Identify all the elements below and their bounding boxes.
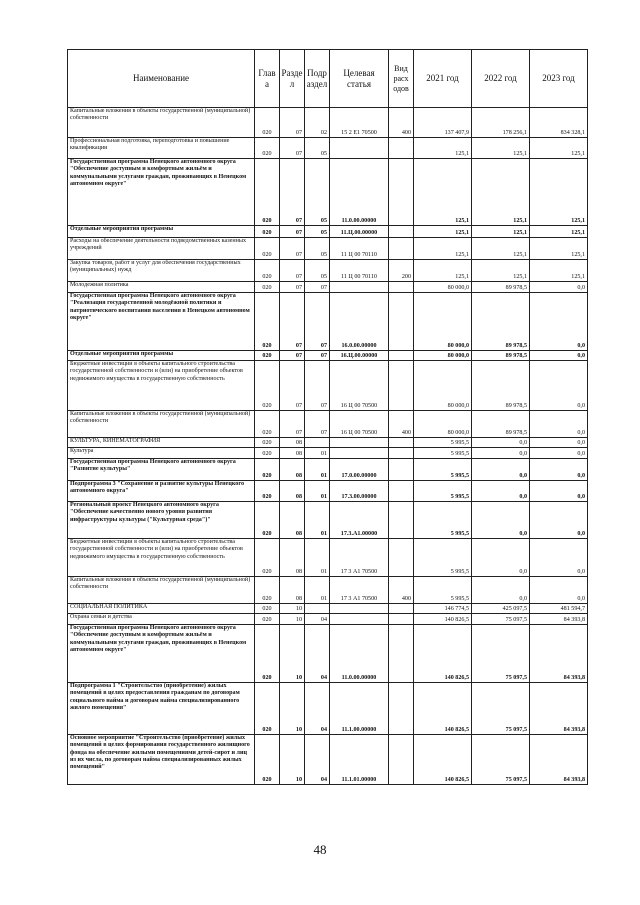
row-glava: 020 [255, 238, 280, 260]
row-value-2023: 0,0 [530, 539, 588, 577]
row-value-2023: 0,0 [530, 282, 588, 293]
row-name: Государственная программа Ненецкого автономного округа "Обеспечение доступным и комфортным жильём и коммунальными услугами граждан, проживающих в Ненецком автономном округе" [68, 159, 255, 226]
row-name: КУЛЬТУРА, КИНЕМАТОГРАФИЯ [68, 438, 255, 448]
table-row [68, 683, 588, 735]
row-podrazdel: 07 [305, 293, 330, 351]
row-value-2022: 0,0 [472, 438, 530, 448]
row-glava: 020 [255, 604, 280, 614]
row-razdel: 10 [280, 604, 305, 614]
row-glava: 020 [255, 138, 280, 159]
row-value-2023: 0,0 [530, 411, 588, 438]
row-name: Отдельные мероприятия программы [68, 226, 255, 238]
row-value-2023: 125,1 [530, 138, 588, 159]
row-name: Культура [68, 448, 255, 459]
row-podrazdel: 07 [305, 411, 330, 438]
row-name: Охрана семьи и детства [68, 614, 255, 625]
row-value-2023: 0,0 [530, 293, 588, 351]
table-row [68, 438, 588, 448]
header-2023: 2023 год [530, 50, 588, 108]
row-value-2021: 5 995,5 [414, 502, 472, 539]
row-value-2021: 5 995,5 [414, 438, 472, 448]
row-value-2022: 89 978,5 [472, 351, 530, 361]
row-razdel: 10 [280, 625, 305, 683]
row-razdel: 07 [280, 108, 305, 138]
row-value-2022: 75 097,5 [472, 735, 530, 785]
row-expense-type [389, 539, 414, 577]
row-target-article: 11.Ц.00.00000 [330, 226, 389, 238]
table-header-row [68, 50, 588, 108]
row-glava: 020 [255, 411, 280, 438]
row-expense-type [389, 438, 414, 448]
row-value-2023: 0,0 [530, 459, 588, 481]
row-value-2023: 125,1 [530, 226, 588, 238]
row-podrazdel: 01 [305, 577, 330, 604]
row-glava: 020 [255, 448, 280, 459]
row-target-article [330, 138, 389, 159]
row-podrazdel: 05 [305, 238, 330, 260]
row-glava: 020 [255, 577, 280, 604]
row-name: Расходы на обеспечение деятельности подведомственных казенных учреждений [68, 238, 255, 260]
row-expense-type [389, 614, 414, 625]
row-value-2023: 125,1 [530, 260, 588, 282]
header-2022: 2022 год [472, 50, 530, 108]
row-name: Отдельные мероприятия программы [68, 351, 255, 361]
row-expense-type [389, 735, 414, 785]
row-value-2021: 80 000,0 [414, 361, 472, 411]
row-value-2022: 125,1 [472, 159, 530, 226]
row-value-2022: 125,1 [472, 260, 530, 282]
row-glava: 020 [255, 625, 280, 683]
row-value-2021: 125,1 [414, 138, 472, 159]
row-value-2022: 0,0 [472, 448, 530, 459]
row-value-2022: 75 097,5 [472, 614, 530, 625]
row-value-2022: 75 097,5 [472, 683, 530, 735]
row-value-2023: 0,0 [530, 448, 588, 459]
header-2021: 2021 год [414, 50, 472, 108]
row-name: Капитальные вложения в объекты государственной (муниципальной) собственности [68, 411, 255, 438]
row-razdel: 08 [280, 577, 305, 604]
row-expense-type [389, 604, 414, 614]
row-glava: 020 [255, 438, 280, 448]
row-name: Бюджетные инвестиции в объекты капитального строительства государственной собственности и (или) на приобретение объектов недвижимого имущества в государственную собственность [68, 539, 255, 577]
row-value-2021: 80 000,0 [414, 411, 472, 438]
row-podrazdel: 01 [305, 481, 330, 502]
row-razdel: 10 [280, 735, 305, 785]
table-row [68, 411, 588, 438]
row-target-article [330, 282, 389, 293]
row-razdel: 07 [280, 411, 305, 438]
row-value-2021: 80 000,0 [414, 282, 472, 293]
row-value-2022: 125,1 [472, 138, 530, 159]
row-value-2023: 0,0 [530, 481, 588, 502]
row-expense-type [389, 351, 414, 361]
row-target-article [330, 448, 389, 459]
row-value-2022: 89 978,5 [472, 411, 530, 438]
row-value-2022: 75 097,5 [472, 625, 530, 683]
page-number: 48 [313, 842, 327, 857]
row-expense-type [389, 625, 414, 683]
row-razdel: 07 [280, 226, 305, 238]
row-razdel: 07 [280, 260, 305, 282]
row-value-2021: 137 407,9 [414, 108, 472, 138]
row-expense-type: 400 [389, 577, 414, 604]
row-target-article: 15 2 Е1 70500 [330, 108, 389, 138]
row-podrazdel: 05 [305, 226, 330, 238]
row-value-2023: 0,0 [530, 361, 588, 411]
row-podrazdel: 01 [305, 448, 330, 459]
table-row [68, 351, 588, 361]
table-row [68, 361, 588, 411]
row-glava: 020 [255, 159, 280, 226]
row-value-2023: 0,0 [530, 577, 588, 604]
table-row [68, 502, 588, 539]
row-glava: 020 [255, 282, 280, 293]
row-target-article: 11 Ц 00 70110 [330, 260, 389, 282]
row-value-2023: 0,0 [530, 502, 588, 539]
row-razdel: 10 [280, 683, 305, 735]
row-target-article: 17 3 А1 70500 [330, 577, 389, 604]
table-row [68, 138, 588, 159]
row-name: Закупка товаров, работ и услуг для обеспечения государственных (муниципальных) нужд [68, 260, 255, 282]
row-value-2022: 0,0 [472, 539, 530, 577]
row-name: Государственная программа Ненецкого автономного округа "Реализация государственной молодёжной политики и патриотического воспитания населения в Ненецком автономном округе" [68, 293, 255, 351]
row-glava: 020 [255, 293, 280, 351]
row-target-article [330, 438, 389, 448]
table-row [68, 481, 588, 502]
header-glava: Глав а [255, 50, 280, 108]
row-glava: 020 [255, 481, 280, 502]
row-target-article: 11.1.01.00000 [330, 735, 389, 785]
row-target-article [330, 604, 389, 614]
row-podrazdel [305, 438, 330, 448]
row-name: СОЦИАЛЬНАЯ ПОЛИТИКА [68, 604, 255, 614]
row-razdel: 07 [280, 282, 305, 293]
row-value-2021: 5 995,5 [414, 481, 472, 502]
row-value-2022: 0,0 [472, 502, 530, 539]
row-value-2021: 5 995,5 [414, 448, 472, 459]
row-target-article: 17.3.А1.00000 [330, 502, 389, 539]
row-podrazdel [305, 604, 330, 614]
row-value-2021: 146 774,5 [414, 604, 472, 614]
row-value-2023: 84 393,8 [530, 735, 588, 785]
row-expense-type [389, 138, 414, 159]
row-podrazdel: 01 [305, 502, 330, 539]
row-value-2021: 125,1 [414, 226, 472, 238]
row-value-2022: 89 978,5 [472, 361, 530, 411]
row-razdel: 08 [280, 459, 305, 481]
row-value-2023: 0,0 [530, 438, 588, 448]
row-expense-type [389, 481, 414, 502]
row-razdel: 08 [280, 438, 305, 448]
row-expense-type [389, 226, 414, 238]
table-row [68, 459, 588, 481]
row-value-2022: 0,0 [472, 459, 530, 481]
row-value-2021: 125,1 [414, 159, 472, 226]
row-value-2021: 125,1 [414, 260, 472, 282]
row-razdel: 08 [280, 481, 305, 502]
table-row [68, 604, 588, 614]
table-row [68, 625, 588, 683]
row-target-article: 17.0.00.00000 [330, 459, 389, 481]
row-value-2022: 178 256,1 [472, 108, 530, 138]
row-value-2023: 84 393,8 [530, 683, 588, 735]
table-row [68, 238, 588, 260]
row-target-article [330, 614, 389, 625]
row-razdel: 07 [280, 361, 305, 411]
row-value-2022: 125,1 [472, 226, 530, 238]
row-value-2021: 125,1 [414, 238, 472, 260]
table-body [68, 108, 588, 785]
row-podrazdel: 05 [305, 159, 330, 226]
row-target-article: 16 Ц 00 70500 [330, 361, 389, 411]
row-target-article: 16 Ц 00 70500 [330, 411, 389, 438]
row-target-article: 16.Ц.00.00000 [330, 351, 389, 361]
row-podrazdel: 05 [305, 138, 330, 159]
table-row [68, 226, 588, 238]
row-glava: 020 [255, 614, 280, 625]
row-value-2022: 425 097,5 [472, 604, 530, 614]
row-podrazdel: 02 [305, 108, 330, 138]
row-expense-type: 200 [389, 260, 414, 282]
row-value-2021: 80 000,0 [414, 351, 472, 361]
row-glava: 020 [255, 459, 280, 481]
row-name: Подпрограмма 1 "Строительство (приобретение) жилых помещений в целях предоставления гражданам по договорам социального найма и договорам найма специализированного жилого помещения" [68, 683, 255, 735]
header-name: Наименование [68, 50, 255, 108]
row-razdel: 07 [280, 159, 305, 226]
row-value-2022: 0,0 [472, 481, 530, 502]
row-value-2023: 834 328,1 [530, 108, 588, 138]
row-razdel: 10 [280, 614, 305, 625]
table-row [68, 293, 588, 351]
row-value-2021: 140 826,5 [414, 683, 472, 735]
row-glava: 020 [255, 683, 280, 735]
row-value-2023: 125,1 [530, 238, 588, 260]
header-target-article: Целевая статья [330, 50, 389, 108]
row-name: Основное мероприятие "Строительство (приобретение) жилых помещений в целях формирования государственного жилищного фонда на обеспечение жилыми помещениями детей-сирот и лиц из их числа, по договорам найма специализированных жилых помещений" [68, 735, 255, 785]
row-glava: 020 [255, 735, 280, 785]
row-podrazdel: 01 [305, 459, 330, 481]
table-row [68, 159, 588, 226]
row-expense-type [389, 448, 414, 459]
row-name: Капитальные вложения в объекты государственной (муниципальной) собственности [68, 108, 255, 138]
row-razdel: 08 [280, 502, 305, 539]
row-expense-type: 400 [389, 411, 414, 438]
row-target-article: 17.3.00.00000 [330, 481, 389, 502]
table-row [68, 282, 588, 293]
row-expense-type [389, 459, 414, 481]
row-expense-type [389, 683, 414, 735]
row-expense-type [389, 159, 414, 226]
row-name: Бюджетные инвестиции в объекты капитального строительства государственной собственности и (или) на приобретение объектов недвижимого имущества в государственную собственность [68, 361, 255, 411]
row-value-2021: 5 995,5 [414, 539, 472, 577]
table-row [68, 260, 588, 282]
row-value-2022: 89 978,5 [472, 293, 530, 351]
row-name: Подпрограмма 3 "Сохранение и развитие культуры Ненецкого автономного округа" [68, 481, 255, 502]
table-row [68, 614, 588, 625]
row-value-2021: 5 995,5 [414, 577, 472, 604]
budget-table [67, 49, 588, 785]
row-value-2021: 140 826,5 [414, 614, 472, 625]
row-podrazdel: 05 [305, 260, 330, 282]
row-podrazdel: 07 [305, 361, 330, 411]
row-podrazdel: 04 [305, 625, 330, 683]
row-razdel: 07 [280, 293, 305, 351]
row-expense-type [389, 502, 414, 539]
header-razdel: Разде л [280, 50, 305, 108]
row-value-2023: 0,0 [530, 351, 588, 361]
row-expense-type: 400 [389, 108, 414, 138]
row-expense-type [389, 361, 414, 411]
row-value-2021: 5 995,5 [414, 459, 472, 481]
row-name: Государственная программа Ненецкого автономного округа "Обеспечение доступным и комфортным жильём и коммунальными услугами граждан, проживающих в Ненецком автономном округе" [68, 625, 255, 683]
row-expense-type [389, 238, 414, 260]
row-glava: 020 [255, 260, 280, 282]
row-glava: 020 [255, 502, 280, 539]
row-podrazdel: 07 [305, 351, 330, 361]
row-glava: 020 [255, 539, 280, 577]
row-razdel: 07 [280, 238, 305, 260]
row-glava: 020 [255, 361, 280, 411]
row-expense-type [389, 293, 414, 351]
row-value-2023: 84 393,8 [530, 614, 588, 625]
row-podrazdel: 04 [305, 735, 330, 785]
row-razdel: 08 [280, 448, 305, 459]
row-target-article: 17 3 А1 70500 [330, 539, 389, 577]
row-name: Профессиональная подготовка, переподготовка и повышение квалификации [68, 138, 255, 159]
row-razdel: 08 [280, 539, 305, 577]
row-podrazdel: 04 [305, 683, 330, 735]
table-row [68, 539, 588, 577]
row-target-article: 11 Ц 00 70110 [330, 238, 389, 260]
row-expense-type [389, 282, 414, 293]
table-row [68, 108, 588, 138]
row-value-2023: 84 393,8 [530, 625, 588, 683]
row-name: Капитальные вложения в объекты государственной (муниципальной) собственности [68, 577, 255, 604]
row-value-2023: 125,1 [530, 159, 588, 226]
table-row [68, 448, 588, 459]
row-value-2022: 89 978,5 [472, 282, 530, 293]
row-razdel: 07 [280, 351, 305, 361]
row-podrazdel: 01 [305, 539, 330, 577]
row-target-article: 11.1.00.00000 [330, 683, 389, 735]
row-podrazdel: 07 [305, 282, 330, 293]
row-target-article: 11.0.00.00000 [330, 159, 389, 226]
row-value-2022: 125,1 [472, 238, 530, 260]
table-row [68, 735, 588, 785]
row-name: Государственная программа Ненецкого автономного округа "Развитие культуры" [68, 459, 255, 481]
row-glava: 020 [255, 351, 280, 361]
row-target-article: 11.0.00.00000 [330, 625, 389, 683]
row-value-2021: 80 000,0 [414, 293, 472, 351]
row-glava: 020 [255, 108, 280, 138]
header-podrazdel: Подр аздел [305, 50, 330, 108]
row-value-2021: 140 826,5 [414, 735, 472, 785]
row-podrazdel: 04 [305, 614, 330, 625]
header-expense-type: Вид расх одов [389, 50, 414, 108]
table-row [68, 577, 588, 604]
row-razdel: 07 [280, 138, 305, 159]
row-target-article: 16.0.00.00000 [330, 293, 389, 351]
row-value-2023: 481 594,7 [530, 604, 588, 614]
row-value-2022: 0,0 [472, 577, 530, 604]
row-value-2021: 140 826,5 [414, 625, 472, 683]
row-name: Региональный проект Ненецкого автономного округа "Обеспечение качественно нового уровня развития инфраструктуры культуры ("Культурная среда")" [68, 502, 255, 539]
row-name: Молодежная политика [68, 282, 255, 293]
row-glava: 020 [255, 226, 280, 238]
